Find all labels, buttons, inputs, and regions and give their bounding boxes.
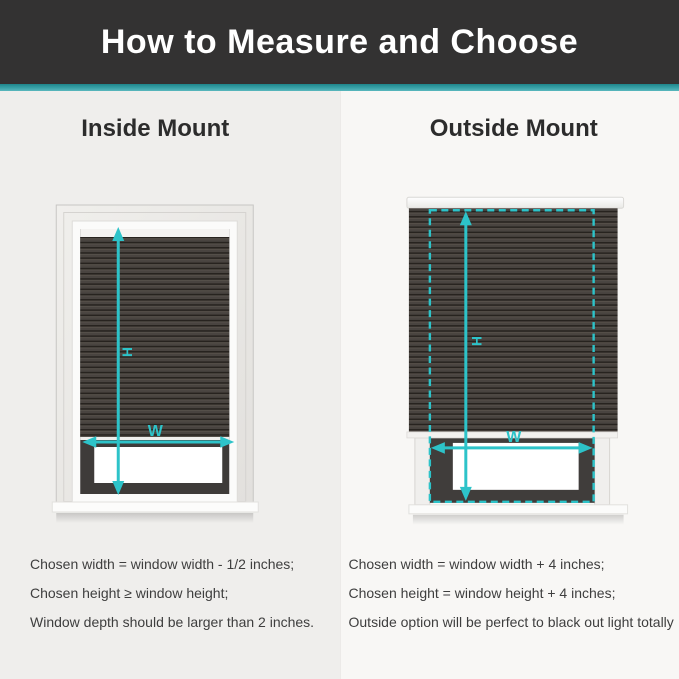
window-opening xyxy=(94,447,222,483)
panel-inside-mount xyxy=(0,91,340,679)
sill-shadow xyxy=(412,515,623,525)
content-panels xyxy=(0,91,679,679)
height-label: H xyxy=(119,346,136,358)
panel-outside-mount xyxy=(340,91,679,679)
page-title: How to Measure and Choose xyxy=(100,22,579,61)
inside-mount-notes xyxy=(30,550,334,637)
window-sill xyxy=(52,502,258,512)
headrail xyxy=(80,229,229,237)
note-line: Chosen height ≥ window height; xyxy=(30,585,229,601)
height-label: H xyxy=(468,336,485,347)
header-bar xyxy=(0,0,679,84)
teal-accent-bar xyxy=(0,84,679,91)
note-line: Outside option will be perfect to black out light totally xyxy=(348,614,674,630)
width-label: W xyxy=(147,423,163,440)
window-inside xyxy=(52,205,258,523)
window-sill xyxy=(408,505,627,514)
cellular-shade xyxy=(80,237,229,437)
width-label: W xyxy=(505,428,521,446)
window-opening xyxy=(452,443,578,490)
inside-mount-title: Inside Mount xyxy=(81,115,230,142)
note-line: Chosen width = window width - 1/2 inches; xyxy=(30,556,295,572)
cellular-shade xyxy=(408,208,617,432)
headrail xyxy=(406,197,623,208)
note-line: Chosen width = window width + 4 inches; xyxy=(348,556,605,572)
note-line: Chosen height = window height + 4 inches; xyxy=(348,585,616,601)
outside-mount-title: Outside Mount xyxy=(429,115,598,142)
frame-left-post xyxy=(414,438,429,505)
note-line: Window depth should be larger than 2 inches. xyxy=(30,614,315,630)
sill-shadow xyxy=(56,513,253,523)
frame-right-post xyxy=(594,438,609,505)
outside-mount-notes xyxy=(349,550,678,637)
